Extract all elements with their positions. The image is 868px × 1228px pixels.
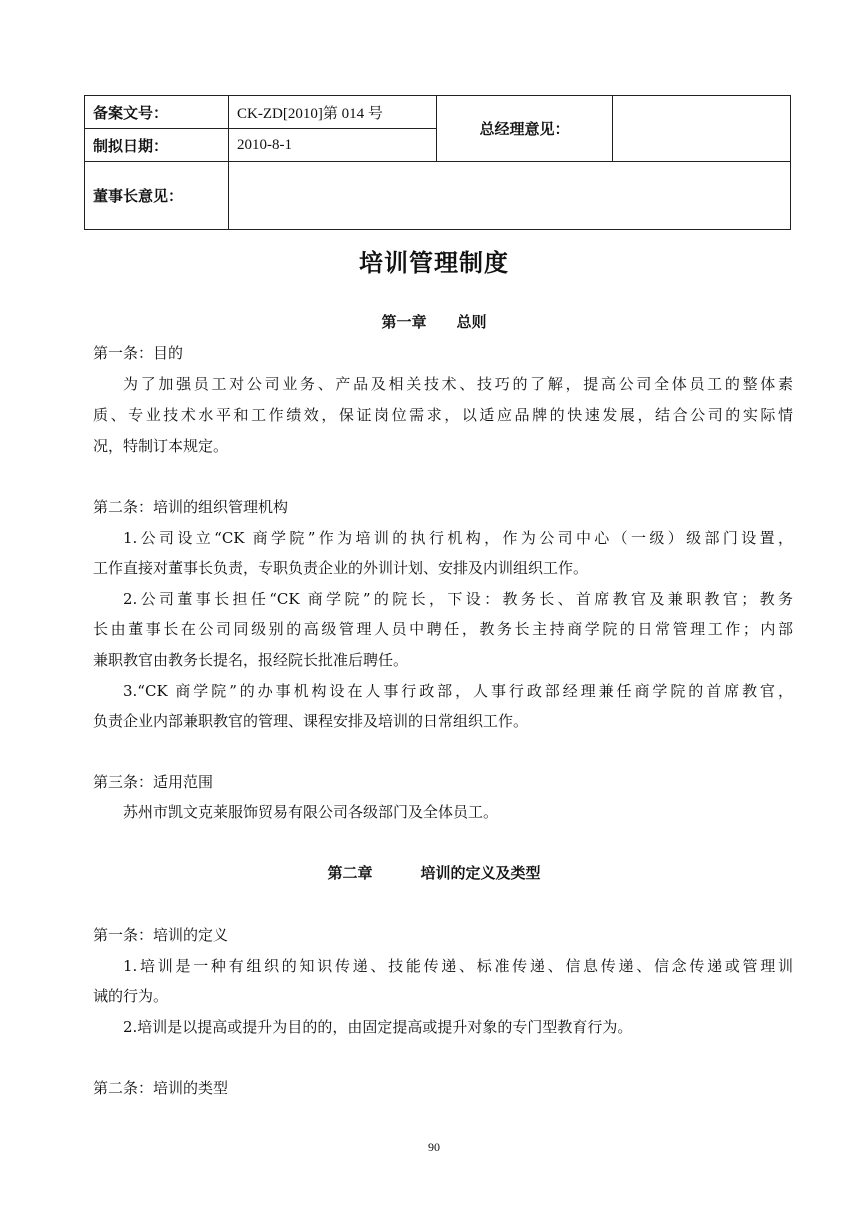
article-heading: 第三条：适用范围	[93, 773, 214, 791]
chapter-2-number: 第二章	[327, 864, 373, 882]
paragraph-line: 2.培训是以提高或提升为目的的，由固定提高或提升对象的专门型教育行为。	[123, 1018, 633, 1036]
paragraph-line: 1.公司设立“CK 商学院”作为培训的执行机构，作为公司中心（一级）级部门设置，	[123, 529, 793, 547]
article-heading: 第二条：培训的类型	[93, 1079, 229, 1097]
chapter-2-name: 培训的定义及类型	[420, 864, 541, 882]
article-heading: 第一条：目的	[93, 344, 184, 362]
file-number-label: 备案文号：	[85, 96, 229, 129]
chairman-opinion-label: 董事长意见：	[85, 162, 229, 230]
general-manager-opinion-value	[613, 96, 791, 162]
general-manager-opinion-label: 总经理意见：	[437, 96, 613, 162]
chairman-opinion-value	[229, 162, 791, 230]
paragraph-line: 兼职教官由教务长提名，报经院长批准后聘任。	[93, 651, 409, 669]
article-heading: 第一条：培训的定义	[93, 926, 229, 944]
paragraph-line: 质、专业技术水平和工作绩效，保证岗位需求，以适应品牌的快速发展，结合公司的实际情	[93, 406, 793, 424]
page-number: 90	[428, 1140, 440, 1154]
paragraph-line: 苏州市凯文克莱服饰贸易有限公司各级部门及全体员工。	[123, 803, 499, 821]
paragraph-line: 工作直接对董事长负责，专职负责企业的外训计划、安排及内训组织工作。	[93, 559, 589, 577]
file-number-value: CK-ZD[2010]第 014 号	[229, 96, 437, 129]
chapter-1-name: 总则	[456, 313, 487, 331]
paragraph-line: 况，特制订本规定。	[93, 437, 229, 455]
draft-date-label: 制拟日期：	[85, 129, 229, 162]
paragraph-line: 3.“CK 商学院”的办事机构设在人事行政部，人事行政部经理兼任商学院的首席教官，	[123, 682, 793, 700]
paragraph-line: 诫的行为。	[93, 987, 169, 1005]
filing-form-table	[84, 95, 791, 230]
draft-date-value: 2010-8-1	[229, 129, 437, 162]
paragraph-line: 1.培训是一种有组织的知识传递、技能传递、标准传递、信息传递、信念传递或管理训	[123, 957, 793, 975]
chapter-1-number: 第一章	[381, 313, 427, 331]
paragraph-line: 长由董事长在公司同级别的高级管理人员中聘任，教务长主持商学院的日常管理工作；内部	[93, 620, 793, 638]
chapter-2-heading	[0, 862, 868, 883]
article-heading: 第二条：培训的组织管理机构	[93, 498, 289, 516]
paragraph-line: 为了加强员工对公司业务、产品及相关技术、技巧的了解，提高公司全体员工的整体素	[123, 375, 793, 393]
chapter-1-heading	[0, 311, 868, 332]
document-title: 培训管理制度	[359, 249, 509, 277]
paragraph-line: 负责企业内部兼职教官的管理、课程安排及培训的日常组织工作。	[93, 712, 529, 730]
paragraph-line: 2.公司董事长担任“CK 商学院”的院长，下设：教务长、首席教官及兼职教官；教务	[123, 590, 793, 608]
